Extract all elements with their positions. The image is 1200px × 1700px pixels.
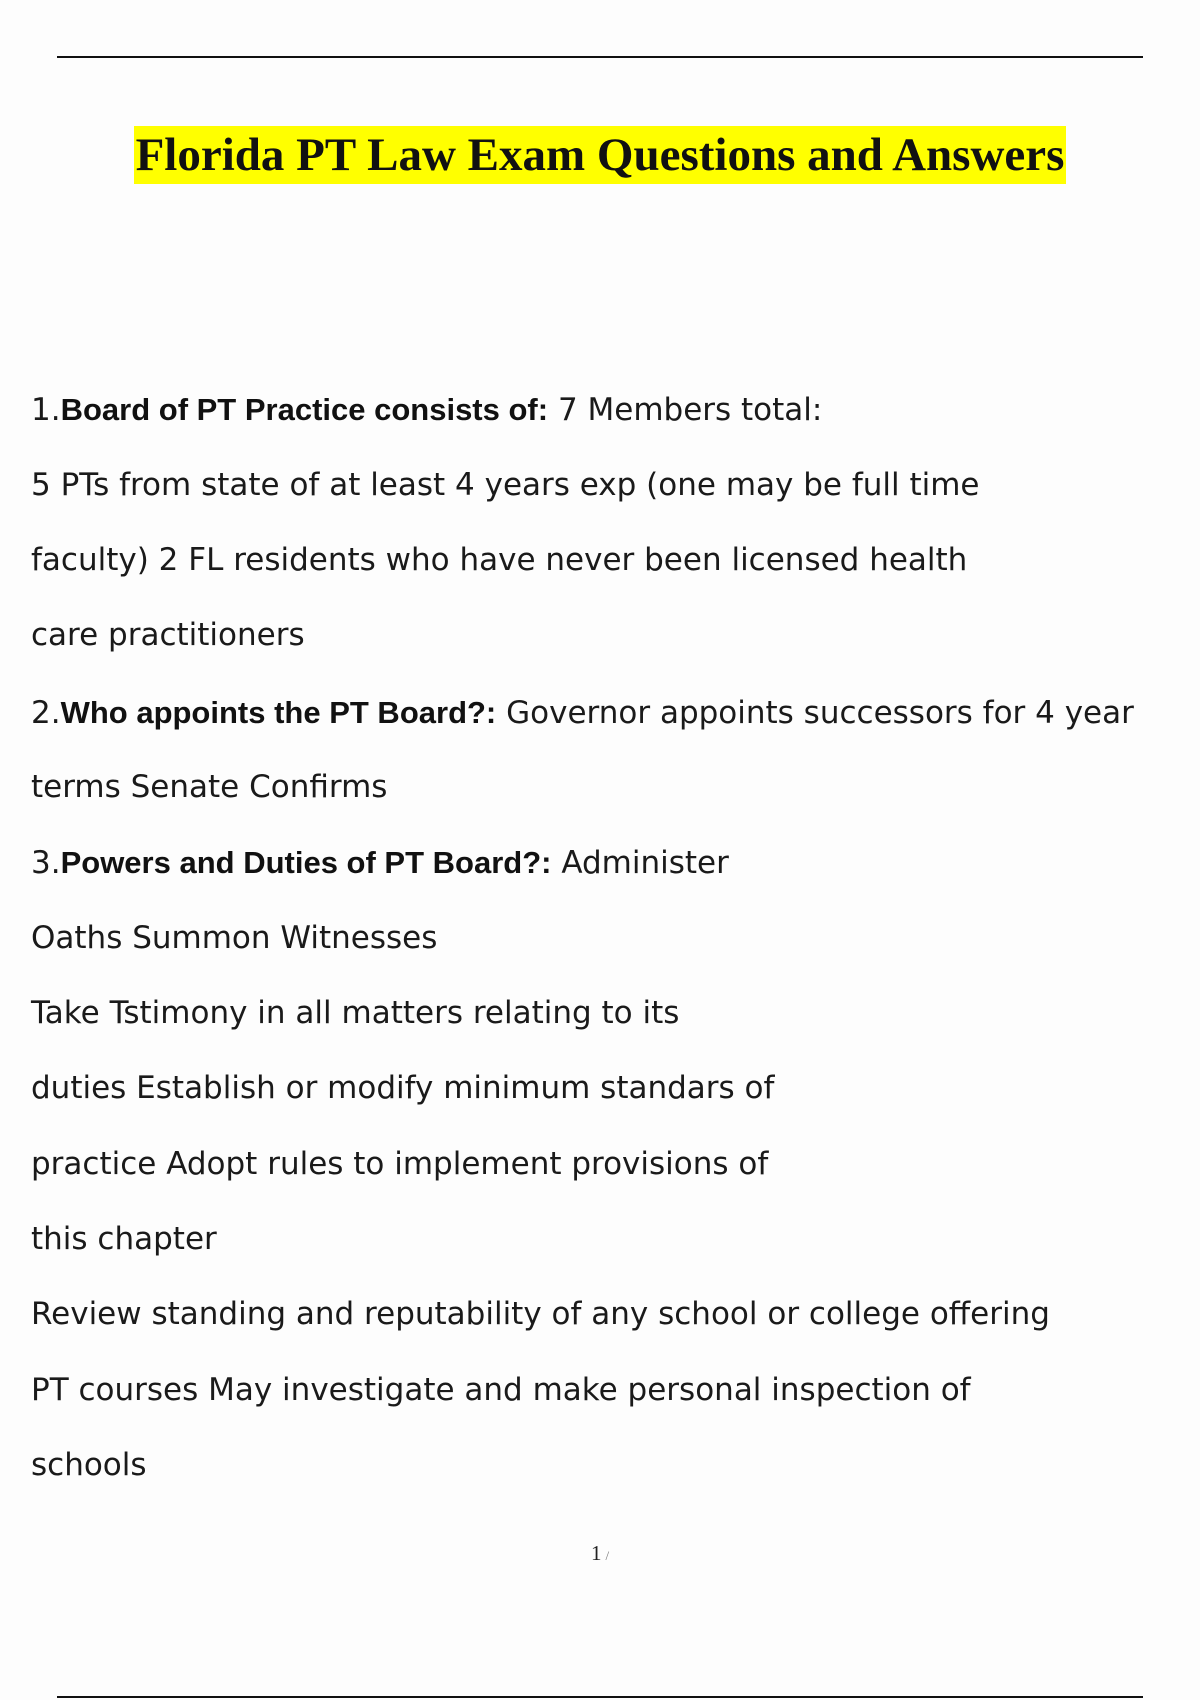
question-1-answer-line-3: faculty) 2 FL residents who have never been licensed health (31, 542, 968, 578)
question-3-line (31, 843, 729, 883)
question-3-answer-line-4: duties Establish or modify minimum standars of (31, 1070, 775, 1106)
question-3-answer-line-3: Take Tstimony in all matters relating to its (31, 995, 680, 1031)
page-number-value: 1 (590, 1541, 602, 1565)
page-number-suffix: / (605, 1548, 610, 1563)
question-2-answer-line-1: Governor appoints successors for 4 year (506, 695, 1134, 731)
question-3-answer-line-2: Oaths Summon Witnesses (31, 920, 438, 956)
question-2-number: 2. (31, 695, 61, 731)
question-2-answer-line-2: terms Senate Confirms (31, 769, 388, 805)
question-1-answer-line-2: 5 PTs from state of at least 4 years exp (one may be full time (31, 467, 980, 503)
question-3-text: Powers and Duties of PT Board?: (60, 845, 552, 880)
question-3-answer-line-6: this chapter (31, 1221, 217, 1257)
question-2-line (31, 693, 1134, 733)
question-3-answer-line-7: Review standing and reputability of any school or college offering (31, 1296, 1050, 1332)
question-3-number: 3. (31, 845, 61, 881)
question-3-answer-line-9: schools (31, 1447, 147, 1483)
page-number (0, 1541, 1200, 1568)
question-1-answer-line-1: 7 Members total: (557, 392, 823, 428)
question-1-text: Board of PT Practice consists of: (60, 392, 549, 427)
top-divider (57, 56, 1143, 58)
question-1-answer-line-4: care practitioners (31, 617, 305, 653)
question-3-answer-line-1: Administer (561, 845, 729, 881)
question-1-line (31, 390, 822, 430)
question-1-number: 1. (31, 392, 61, 428)
question-3-answer-line-8: PT courses May investigate and make personal inspection of (31, 1372, 971, 1408)
question-2-text: Who appoints the PT Board?: (60, 695, 497, 730)
bottom-divider (57, 1696, 1143, 1698)
question-3-answer-line-5: practice Adopt rules to implement provisions of (31, 1146, 769, 1182)
title-container (0, 126, 1200, 184)
document-title: Florida PT Law Exam Questions and Answers (134, 126, 1067, 184)
